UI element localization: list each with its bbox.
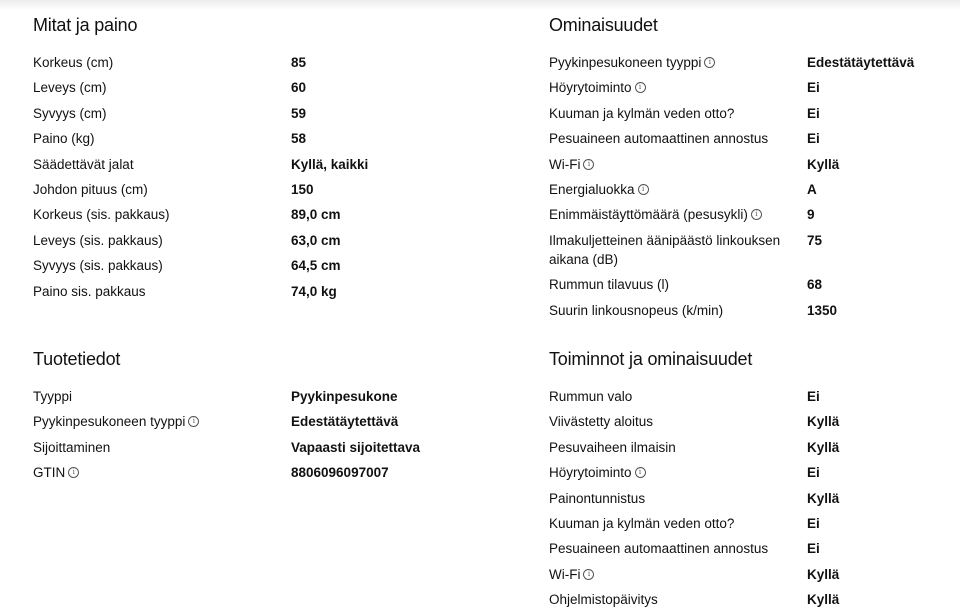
spec-row (549, 129, 949, 154)
spec-value: Kyllä (807, 566, 840, 582)
spec-row (549, 301, 949, 326)
functions-section (549, 347, 949, 616)
spec-row (33, 438, 503, 463)
spec-row (549, 205, 949, 230)
spec-value: Ei (807, 105, 820, 121)
spec-label (549, 463, 789, 482)
spec-value: Vapaasti sijoitettava (291, 439, 421, 455)
dimensions-section (33, 13, 503, 307)
spec-row (33, 205, 503, 230)
spec-row (33, 387, 503, 412)
product-info-list (33, 387, 503, 489)
spec-row (549, 590, 949, 615)
spec-label (549, 155, 789, 174)
spec-label-text: Energialuokka (549, 181, 635, 197)
spec-label (549, 78, 789, 97)
spec-row (549, 489, 949, 514)
spec-value: 60 (291, 80, 307, 96)
spec-value: 1350 (807, 302, 838, 318)
spec-label: Tyyppi (33, 389, 73, 404)
spec-row (549, 412, 949, 437)
spec-label: Syvyys (cm) (33, 105, 107, 121)
features-section (549, 13, 949, 326)
spec-label: Ohjelmistopäivitys (549, 592, 658, 608)
spec-row (33, 231, 503, 256)
spec-label: Sijoittaminen (33, 439, 111, 455)
spec-label: Paino sis. pakkaus (33, 283, 146, 299)
spec-row (549, 438, 949, 463)
spec-label-text: Höyrytoiminto (549, 465, 632, 481)
spec-row (33, 155, 503, 180)
features-title: Ominaisuudet (549, 15, 658, 35)
spec-row (549, 514, 949, 539)
info-icon[interactable]: i (635, 82, 646, 93)
spec-value: Kyllä (807, 592, 840, 608)
spec-value: 58 (291, 131, 307, 147)
spec-value: Ei (807, 465, 820, 481)
spec-label: Johdon pituus (cm) (33, 181, 148, 197)
spec-label: Syvyys (sis. pakkaus) (33, 258, 163, 274)
spec-label (33, 412, 283, 431)
product-info-title: Tuotetiedot (33, 349, 121, 369)
spec-value: 64,5 cm (291, 258, 341, 274)
spec-value: Pyykinpesukone (291, 389, 398, 404)
spec-label (549, 205, 789, 224)
spec-value: Edestätäytettävä (807, 55, 915, 70)
spec-row (549, 463, 949, 488)
spec-label: Pesuaineen automaattinen annostus (549, 541, 769, 557)
features-list (549, 53, 949, 326)
spec-label: Viivästetty aloitus (549, 414, 654, 430)
spec-label: Pesuaineen automaattinen annostus (549, 131, 769, 147)
spec-row (33, 129, 503, 154)
spec-value: Ei (807, 541, 820, 557)
spec-row (549, 539, 949, 564)
product-info-section (33, 347, 503, 489)
spec-row (549, 180, 949, 205)
spec-row (33, 282, 503, 307)
spec-label: Korkeus (sis. pakkaus) (33, 207, 170, 223)
spec-row (549, 104, 949, 129)
spec-row (33, 53, 503, 78)
spec-label: Rummun valo (549, 389, 633, 404)
spec-value: Kyllä (807, 414, 840, 430)
info-icon[interactable]: i (583, 159, 594, 170)
info-icon[interactable]: i (188, 416, 199, 427)
spec-value: 63,0 cm (291, 232, 341, 248)
spec-label: Leveys (sis. pakkaus) (33, 232, 163, 248)
spec-value: 68 (807, 277, 823, 293)
spec-row (33, 412, 503, 437)
spec-value: Ei (807, 131, 820, 147)
spec-label-text: Enimmäistäyttömäärä (pesusykli) (549, 207, 748, 223)
spec-value: Ei (807, 80, 820, 96)
spec-label: Painontunnistus (549, 490, 646, 506)
dimensions-list (33, 53, 503, 307)
spec-row (549, 231, 949, 276)
spec-label (33, 463, 283, 482)
info-icon[interactable]: i (635, 467, 646, 478)
spec-label-text: Höyrytoiminto (549, 80, 632, 96)
spec-label: Säädettävät jalat (33, 156, 134, 172)
spec-label: Paino (kg) (33, 131, 95, 147)
spec-value: Kyllä (807, 490, 840, 506)
top-shadow (0, 0, 960, 10)
spec-value: 75 (807, 232, 823, 248)
spec-value: 150 (291, 181, 314, 197)
spec-row (33, 104, 503, 129)
spec-label-text: Pyykinpesukoneen tyyppi (33, 414, 186, 430)
info-icon[interactable]: i (68, 467, 79, 478)
spec-row (549, 53, 949, 78)
spec-label: Leveys (cm) (33, 80, 107, 96)
spec-row (549, 387, 949, 412)
info-icon[interactable]: i (583, 569, 594, 580)
spec-value: 59 (291, 105, 307, 121)
spec-value: 74,0 kg (291, 283, 337, 299)
spec-row (549, 565, 949, 590)
spec-value: 9 (807, 207, 815, 223)
spec-value: Ei (807, 389, 820, 404)
spec-label: Pesuvaiheen ilmaisin (549, 439, 676, 455)
functions-title: Toiminnot ja ominaisuudet (549, 349, 753, 369)
spec-label-text: Wi-Fi (549, 566, 581, 582)
spec-label-text: Wi-Fi (549, 156, 581, 172)
spec-value: A (807, 181, 817, 197)
info-icon[interactable]: i (751, 209, 762, 220)
spec-label (549, 53, 789, 72)
spec-row (549, 275, 949, 300)
spec-label: Kuuman ja kylmän veden otto? (549, 105, 735, 121)
info-icon[interactable]: i (638, 184, 649, 195)
spec-label (549, 565, 789, 584)
spec-label: Rummun tilavuus (l) (549, 277, 670, 293)
spec-value: 85 (291, 55, 307, 70)
spec-value: 8806096097007 (291, 465, 389, 481)
spec-label: Kuuman ja kylmän veden otto? (549, 515, 735, 531)
spec-row (33, 180, 503, 205)
functions-list (549, 387, 949, 616)
spec-label-text: GTIN (33, 465, 66, 481)
dimensions-title: Mitat ja paino (33, 15, 138, 35)
info-icon[interactable]: i (704, 57, 715, 68)
spec-row (33, 256, 503, 281)
spec-value: Kyllä, kaikki (291, 156, 369, 172)
spec-label: Korkeus (cm) (33, 55, 114, 70)
spec-value: Kyllä (807, 156, 840, 172)
spec-value: Edestätäytettävä (291, 414, 399, 430)
spec-value: Kyllä (807, 439, 840, 455)
spec-label (549, 180, 789, 199)
spec-label-text: Pyykinpesukoneen tyyppi (549, 55, 702, 70)
spec-label: Ilmakuljetteinen äänipäästö linkouksen aikana (dB) (549, 232, 781, 267)
spec-row (33, 463, 503, 488)
spec-value: 89,0 cm (291, 207, 341, 223)
spec-label: Suurin linkousnopeus (k/min) (549, 302, 724, 318)
spec-row (549, 78, 949, 103)
spec-row (549, 155, 949, 180)
spec-row (33, 78, 503, 103)
spec-value: Ei (807, 515, 820, 531)
